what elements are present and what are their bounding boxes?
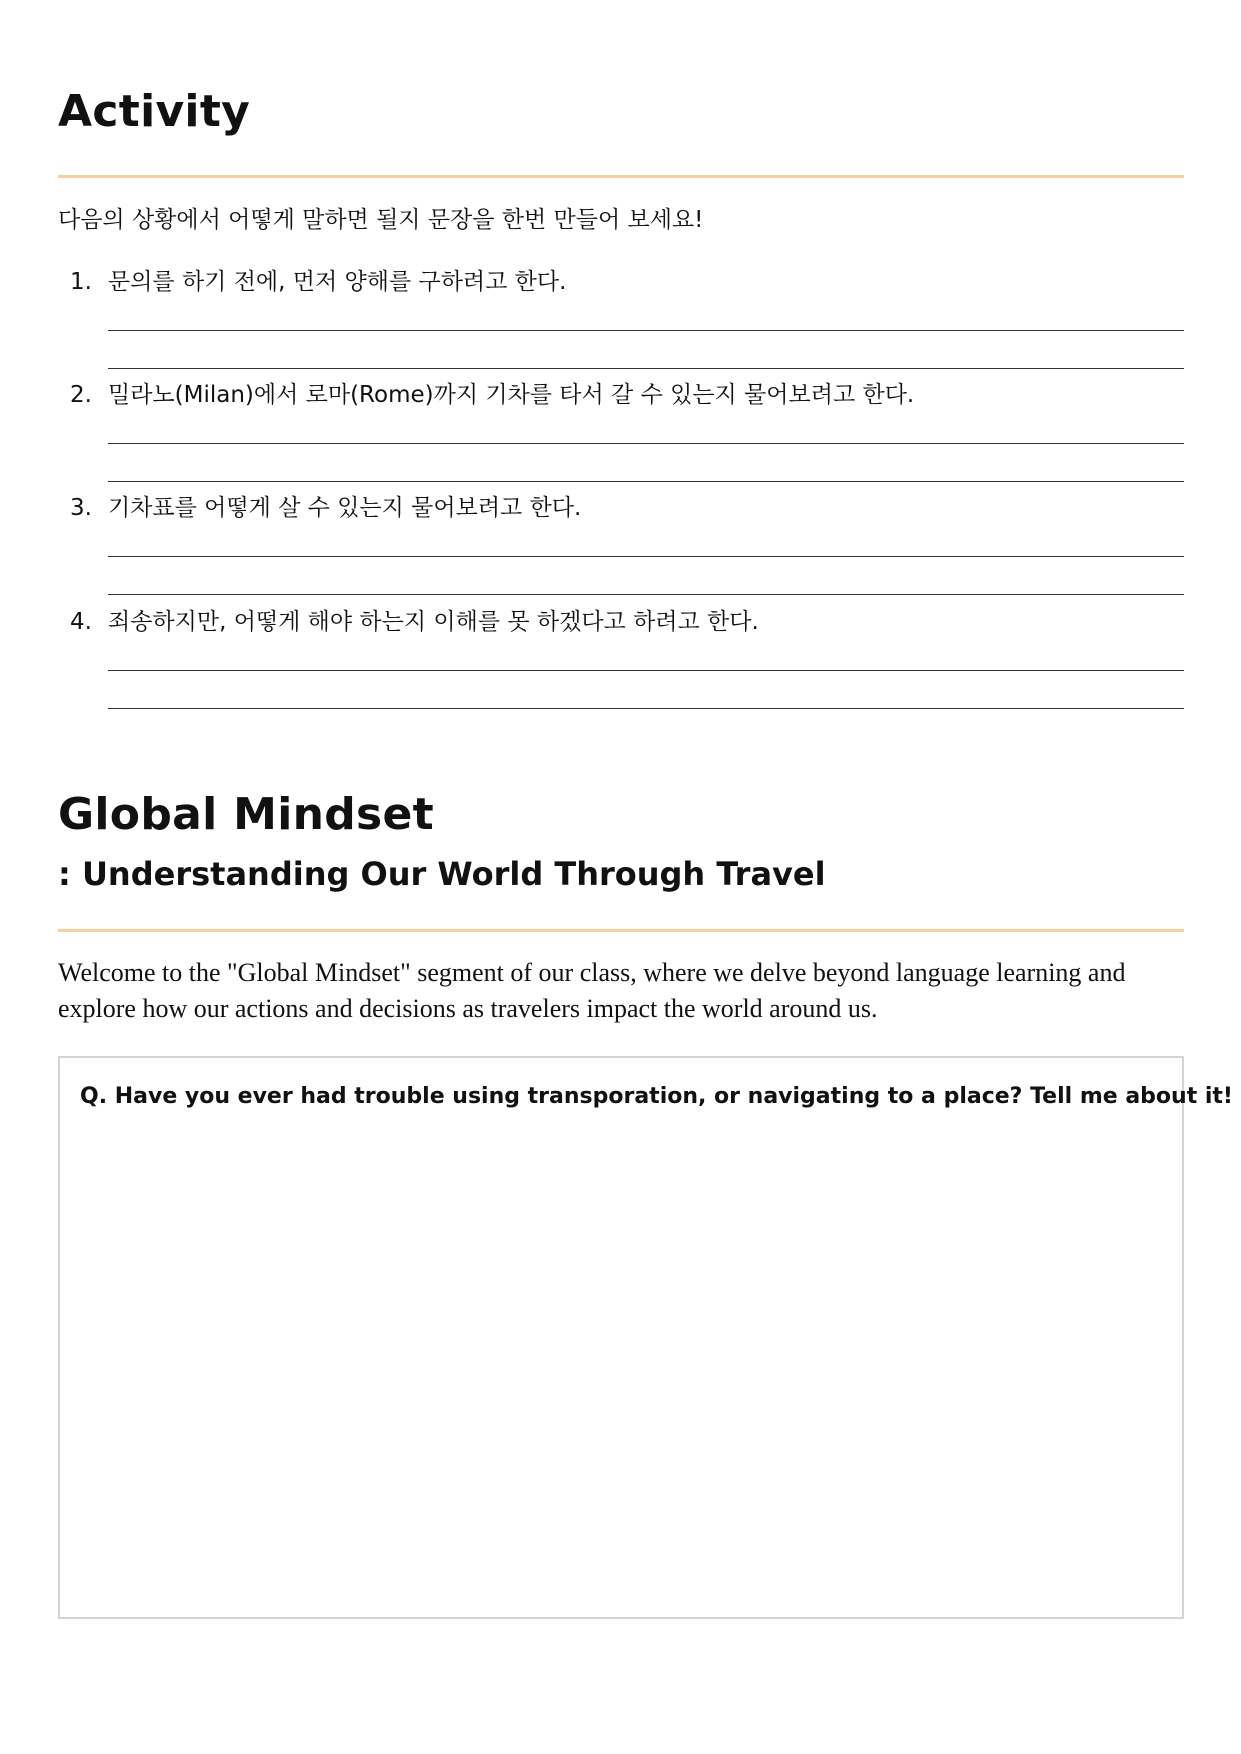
- item-prompt: 죄송하지만, 어떻게 해야 하는지 이해를 못 하겠다고 하려고 한다.: [108, 609, 759, 635]
- global-mindset-divider: [58, 929, 1184, 932]
- answer-line[interactable]: [108, 368, 1184, 369]
- item-prompt: 문의를 하기 전에, 먼저 양해를 구하려고 한다.: [108, 269, 567, 295]
- global-mindset-title: Global Mindset: [58, 789, 434, 840]
- item-number: 1.: [70, 269, 92, 295]
- item-number: 2.: [70, 382, 92, 408]
- answer-box[interactable]: [58, 1056, 1233, 1619]
- activity-divider: [58, 175, 1184, 178]
- discussion-question: Q. Have you ever had trouble using transporation, or navigating to a place? Tell me about it!: [80, 1084, 1233, 1109]
- activity-instruction: 다음의 상황에서 어떻게 말하면 될지 문장을 한번 만들어 보세요!: [58, 207, 704, 233]
- answer-line[interactable]: [108, 330, 1184, 331]
- item-number: 4.: [70, 609, 92, 635]
- answer-line[interactable]: [108, 670, 1184, 671]
- answer-line[interactable]: [108, 443, 1184, 444]
- item-prompt: 밀라노(Milan)에서 로마(Rome)까지 기차를 타서 갈 수 있는지 물어보려고 한다.: [108, 382, 915, 408]
- global-mindset-intro: Welcome to the "Global Mindset" segment of our class, where we delve beyond language learning and explore how our actions and decisions as travelers impact the world around us.: [58, 958, 1126, 1023]
- global-mindset-subtitle: : Understanding Our World Through Travel: [58, 855, 826, 893]
- answer-line[interactable]: [108, 556, 1184, 557]
- answer-line[interactable]: [108, 481, 1184, 482]
- activity-title: Activity: [58, 86, 251, 137]
- answer-line[interactable]: [108, 594, 1184, 595]
- answer-line[interactable]: [108, 708, 1184, 709]
- item-number: 3.: [70, 495, 92, 521]
- item-prompt: 기차표를 어떻게 살 수 있는지 물어보려고 한다.: [108, 495, 582, 521]
